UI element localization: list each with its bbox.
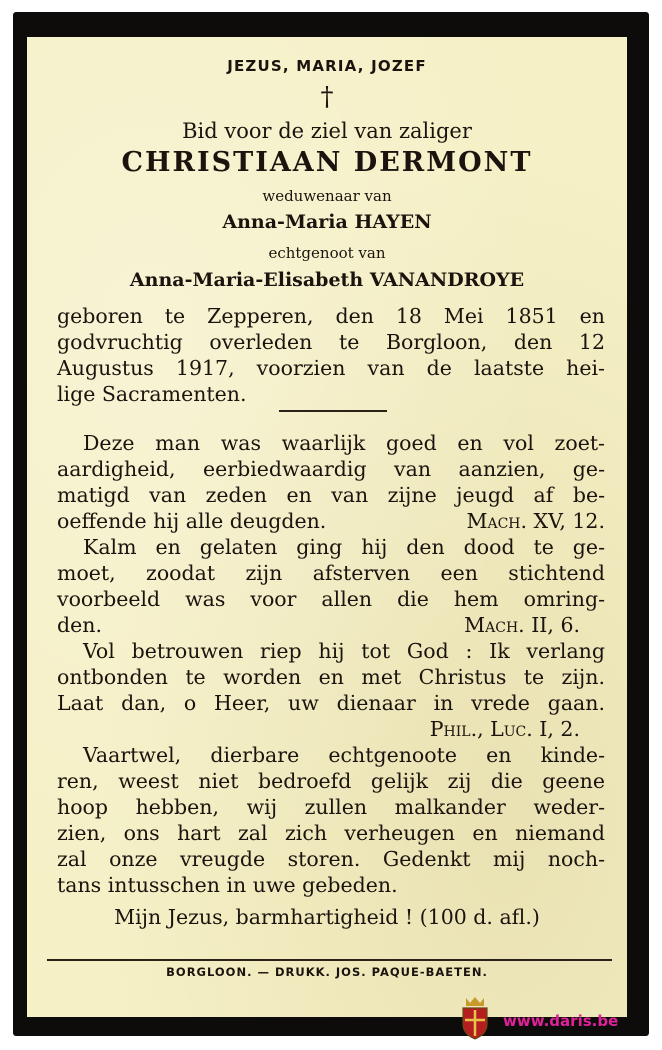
- text-line: ontbonden te worden en met Christus te zijn.: [57, 665, 605, 689]
- coat-of-arms-icon: [460, 996, 490, 1040]
- bio-line: geboren te Zepperen, den 18 Mei 1851 en: [57, 304, 605, 328]
- printer-line: BORGLOON. — DRUKK. JOS. PAQUE-BAETEN.: [166, 965, 488, 979]
- memorial-card: [27, 37, 627, 1017]
- text-line: zien, ons hart zal zich verheugen en niemand: [57, 821, 605, 845]
- text-line: aardigheid, eerbiedwaardig van aanzien, ge-: [57, 457, 605, 481]
- text-line: zal onze vreugde storen. Gedenkt mij noch-: [57, 847, 605, 871]
- text-line: Vol betrouwen riep hij tot God : Ik verlang: [83, 639, 605, 663]
- closing-prayer: Mijn Jezus, barmhartigheid ! (100 d. afl.): [114, 905, 540, 929]
- bio-line: lige Sacramenten.: [57, 382, 247, 406]
- divider-rule: [279, 410, 387, 412]
- prayer-line: Bid voor de ziel van zaliger: [182, 119, 472, 143]
- text-line: oeffende hij alle deugden.: [57, 509, 327, 533]
- spouse-2-name: Anna-Maria-Elisabeth VANANDROYE: [129, 269, 525, 291]
- citation: Mach. XV, 12.: [466, 509, 605, 533]
- text-line: Vaartwel, dierbare echtgenoote en kinde-: [83, 743, 605, 767]
- relation-widower: weduwenaar van: [262, 187, 392, 205]
- text-line: tans intusschen in uwe gebeden.: [57, 873, 398, 897]
- text-line: den.: [57, 613, 102, 637]
- citation: Mach. II, 6.: [464, 613, 580, 637]
- bio-line: Augustus 1917, voorzien van de laatste hei-: [57, 356, 605, 380]
- watermark-site[interactable]: www.daris.be: [503, 1012, 619, 1030]
- bio-line: godvruchtig overleden te Borgloon, den 12: [57, 330, 605, 354]
- relation-husband: echtgenoot van: [268, 244, 386, 262]
- text-line: Kalm en gelaten ging hij den dood te ge-: [83, 535, 605, 559]
- cross-icon: †: [320, 82, 334, 112]
- card-header: JEZUS, MARIA, JOZEF: [227, 57, 427, 75]
- text-line: matigd van zeden en van zijne jeugd af be-: [57, 483, 605, 507]
- text-line: Deze man was waarlijk goed en vol zoet-: [83, 431, 605, 455]
- citation: Phil., Luc. I, 2.: [429, 717, 580, 741]
- spouse-1-name: Anna-Maria HAYEN: [222, 211, 432, 233]
- text-line: hoop hebben, wij zullen malkander weder-: [57, 795, 605, 819]
- text-line: ren, weest niet bedroefd gelijk zij die geene: [57, 769, 605, 793]
- text-line: moet, zoodat zijn afsterven een stichtend: [57, 561, 605, 585]
- footer-rule: [47, 959, 612, 961]
- text-line: Laat dan, o Heer, uw dienaar in vrede gaan.: [57, 691, 605, 715]
- deceased-name: CHRISTIAAN DERMONT: [121, 147, 533, 178]
- text-line: voorbeeld was voor allen die hem omring-: [57, 587, 605, 611]
